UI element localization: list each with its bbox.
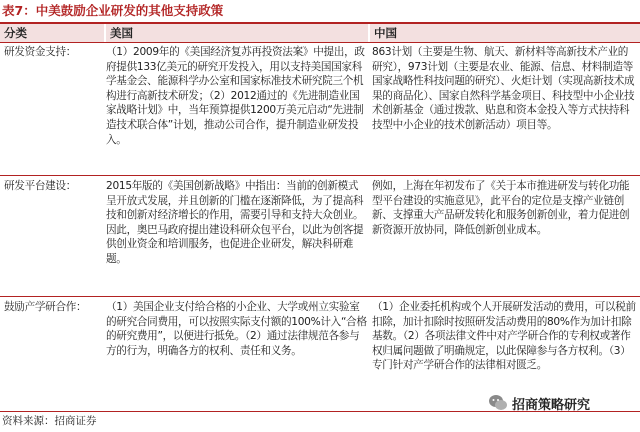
row-1-category: 研发资金支持： <box>4 46 77 58</box>
row-divider <box>0 296 640 297</box>
watermark-text: 招商策略研究 <box>512 397 591 413</box>
wechat-icon <box>488 393 508 413</box>
row-2-china: 例如，上海在年初发布了《关于本市推进研发与转化功能型平台建设的实施意见》，此平台的定位是支撑产业链创新、支撑重大产品研发转化和服务创新创业，着力促进创新资源开放协同，降低创新创业成本。 <box>372 180 630 236</box>
header-divider <box>0 42 640 43</box>
watermark <box>488 392 590 414</box>
header-category: 分类 <box>0 24 104 42</box>
header-us: 美国 <box>106 24 368 42</box>
row-3-us: （1）美国企业支付给合格的小企业、大学或州立实验室的研究合同费用，可以按照实际支付额的100%计入“合格的研究费用”，以便进行抵免。（2）通过法律规范各参与方的行为，明确各方的权利、责任和义务。 <box>106 301 367 357</box>
row-2-us: 2015年版的《美国创新战略》中指出：当前的创新模式呈开放式发展，并且创新的门槛在逐渐降低，为了提高科技和创新对经济增长的作用，需要引导和支持大众创业。因此，奥巴马政府提出建设科研众包平台，以此为创客提供创业资金和培训服务，也促进企业研发，解决科研难题。 <box>106 180 364 265</box>
row-divider <box>0 175 640 176</box>
row-2-category: 研发平台建设： <box>4 180 77 192</box>
row-1-us: （1）2009年的《美国经济复苏再投资法案》中提出，政府提供133亿美元的研究开发投入，用以支持美国国家科学基金会、能源科学办公室和国家标准技术研究院三个机构进行高新技术研发；（2）2012通过的《先进制造业国家战略计划》中，当年预算提供1200万美元启动“先进制造技术联合体”计划，推动公司合作，提升制造业研发投入。 <box>106 46 365 146</box>
header-china: 中国 <box>370 24 640 42</box>
table-title: 表7：中美鼓励企业研发的其他支持政策 <box>2 3 224 18</box>
row-1-china: 863计划（主要是生物、航天、新材料等高新技术产业的研究），973计划（主要是农业、能源、信息、材料制造等国家战略性科技问题的研究）、火炬计划（实现高新技术成果的商品化）、国家自然科学基金项目、科技型中小企业技术创新基金（通过拨款、贴息和资本金投入等方式扶持科技型中小企业的技术创新活动）项目等。 <box>372 46 635 131</box>
row-3-china: （1）企业委托机构或个人开展研发活动的费用，可以税前扣除，加计扣除时按照研发活动费用的80%作为加计扣除基数。（2）各项法律文件中对产学研合作的专利权或著作权归属问题做了明确规定，以此保障参与各方权利。（3）专门针对产学研合作的法律相对匮乏。 <box>372 301 636 372</box>
source-note: 资料来源：招商证券 <box>2 415 97 427</box>
row-3-category: 鼓励产学研合作： <box>4 301 87 313</box>
